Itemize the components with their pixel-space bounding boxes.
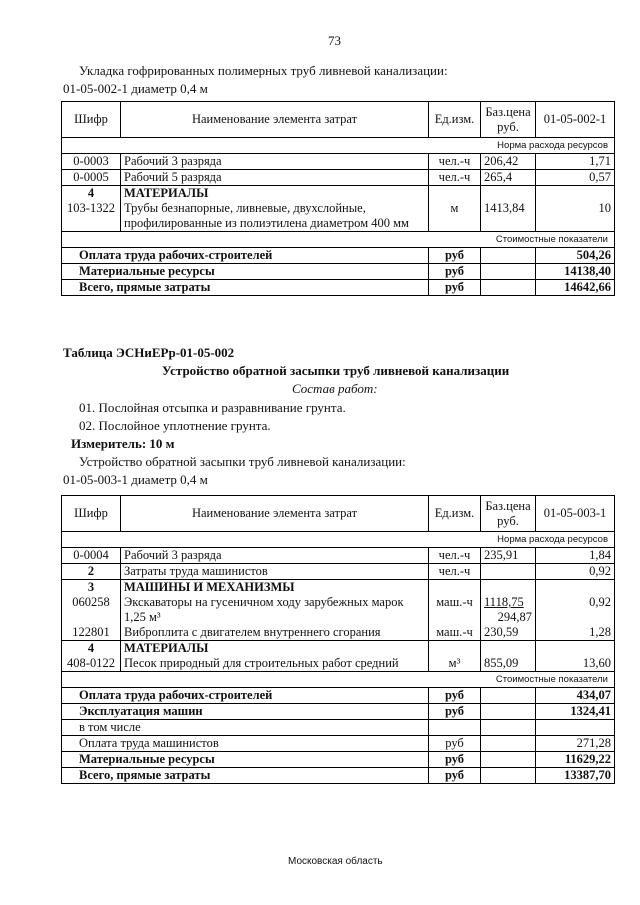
total-row: Эксплуатация машин руб 1324,41 bbox=[62, 704, 615, 720]
table-row: 122801 Виброплита с двигателем внутреннего сгорания маш.-ч 230,59 1,28 bbox=[62, 625, 615, 641]
col-price-header: Баз.цена руб. bbox=[481, 102, 536, 138]
measure-unit: Измеритель: 10 м bbox=[71, 436, 175, 451]
table-row: 060258 Экскаваторы на гусеничном ходу зарубежных марок 1,25 м³ маш.-ч 1118,75 294,87 0,92 bbox=[62, 595, 615, 625]
block2-intro: Устройство обратной засыпки труб ливневой канализации: bbox=[79, 454, 406, 469]
total-row: Всего, прямые затраты руб 14642,66 bbox=[62, 280, 615, 296]
table-row: 0-0005 Рабочий 5 разряда чел.-ч 265,4 0,57 bbox=[62, 170, 615, 186]
cost-header: Стоимостные показатели bbox=[62, 232, 615, 248]
table-row: 2 Затраты труда машинистов чел.-ч 0,92 bbox=[62, 564, 615, 580]
col-unit-header: Ед.изм. bbox=[429, 102, 481, 138]
total-row: Материальные ресурсы руб 14138,40 bbox=[62, 264, 615, 280]
total-row: в том числе bbox=[62, 720, 615, 736]
footer-region: Московская область bbox=[288, 856, 383, 867]
block2-table bbox=[61, 495, 615, 784]
table-row: 0-0004 Рабочий 3 разряда чел.-ч 235,91 1,84 bbox=[62, 548, 615, 564]
block1-code-line: 01-05-002-1 диаметр 0,4 м bbox=[63, 81, 208, 96]
col-norm-code-header: 01-05-002-1 bbox=[536, 102, 615, 138]
total-row: Оплата труда рабочих-строителей руб 504,26 bbox=[62, 248, 615, 264]
section-row: 4 МАТЕРИАЛЫ bbox=[62, 186, 615, 202]
table-row: 0-0003 Рабочий 3 разряда чел.-ч 206,42 1,71 bbox=[62, 154, 615, 170]
section-row: 4 МАТЕРИАЛЫ bbox=[62, 641, 615, 657]
table-row: 408-0122 Песок природный для строительных работ средний м³ 855,09 13,60 bbox=[62, 656, 615, 672]
composition-heading: Состав работ: bbox=[292, 381, 378, 396]
col-norm-code-header: 01-05-003-1 bbox=[536, 496, 615, 532]
table-title: Таблица ЭСНиЕРр-01-05-002 bbox=[63, 345, 235, 360]
norm-header: Норма расхода ресурсов bbox=[62, 532, 615, 548]
total-row: Оплата труда рабочих-строителей руб 434,07 bbox=[62, 688, 615, 704]
norm-header: Норма расхода ресурсов bbox=[62, 138, 615, 154]
work-step: 02. Послойное уплотнение грунта. bbox=[79, 418, 271, 433]
table-subtitle: Устройство обратной засыпки труб ливневой канализации bbox=[162, 363, 510, 378]
cost-header: Стоимостные показатели bbox=[62, 672, 615, 688]
col-code-header: Шифр bbox=[62, 496, 121, 532]
col-code-header: Шифр bbox=[62, 102, 121, 138]
col-price-header: Баз.цена руб. bbox=[481, 496, 536, 532]
page-number: 73 bbox=[328, 33, 341, 48]
total-row: Материальные ресурсы руб 11629,22 bbox=[62, 752, 615, 768]
work-step: 01. Послойная отсыпка и разравнивание грунта. bbox=[79, 400, 346, 415]
table-row: 103-1322 Трубы безнапорные, ливневые, двухслойные, профилированные из полиэтилена диаметром 400 мм м 1413,84 10 bbox=[62, 201, 615, 232]
section-row: 3 МАШИНЫ И МЕХАНИЗМЫ bbox=[62, 580, 615, 596]
block1-table bbox=[61, 101, 615, 296]
total-row: Всего, прямые затраты руб 13387,70 bbox=[62, 768, 615, 784]
block1-intro: Укладка гофрированных полимерных труб ливневой канализации: bbox=[79, 63, 448, 78]
total-row: Оплата труда машинистов руб 271,28 bbox=[62, 736, 615, 752]
block2-code-line: 01-05-003-1 диаметр 0,4 м bbox=[63, 472, 208, 487]
col-unit-header: Ед.изм. bbox=[429, 496, 481, 532]
col-name-header: Наименование элемента затрат bbox=[121, 496, 429, 532]
col-name-header: Наименование элемента затрат bbox=[121, 102, 429, 138]
